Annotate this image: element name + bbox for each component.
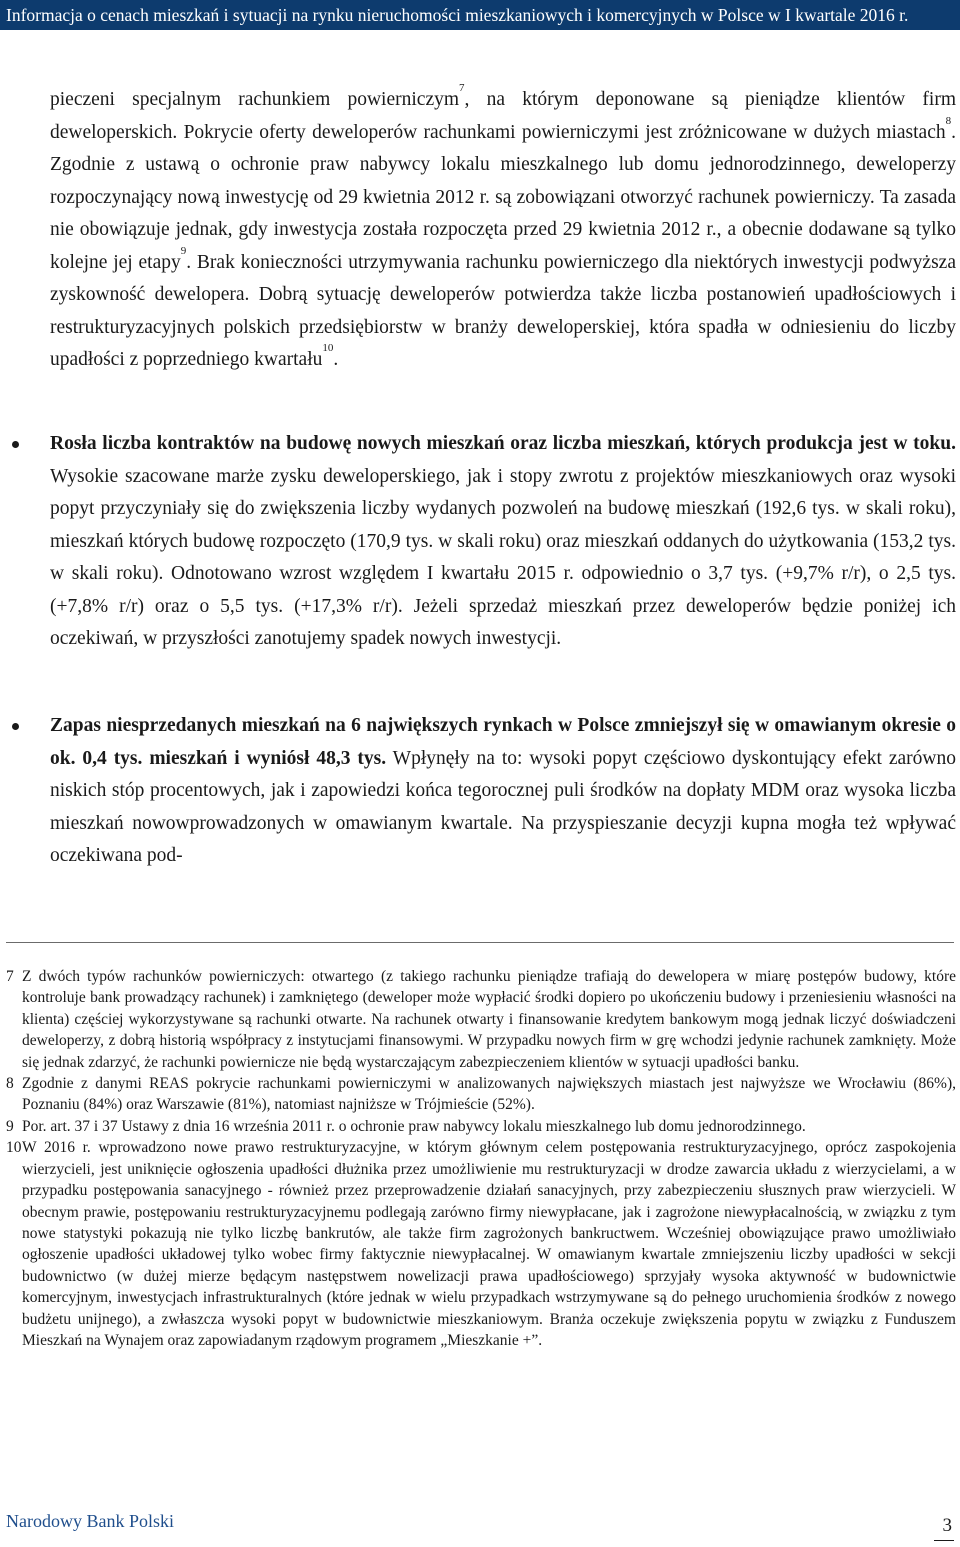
document-title: Informacja o cenach mieszkań i sytuacji na rynku nieruchomości mieszkaniowych i komercyjnych w Polsce w I kwartale 2016 r. xyxy=(6,5,909,25)
footnote-number: 10 xyxy=(6,1139,22,1157)
footnote-7 xyxy=(6,966,956,1073)
bullet-heading: Rosła liczba kontraktów na budowę nowych mieszkań oraz liczba mieszkań, których produkcja jest w toku. xyxy=(50,433,956,454)
footnote-number: 8 xyxy=(6,1075,14,1093)
footnote-number: 7 xyxy=(6,968,14,985)
footnote-ref-10[interactable]: 10 xyxy=(322,342,334,354)
footnote-text: W 2016 r. wprowadzono nowe prawo restrukturyzacyjne, w którym głównym celem postępowania restrukturyzacyjnego, oprócz zaspokojenia wierzycieli, jest uniknięcie ogłoszenia upadłości dłużnika przez umożliwienie mu restrukturyzacji w drodze zawarcia układu z wierzycielami, a w przypadku postępowania sanacyjnego - również przez przeprowadzenie działań sanacyjnych, przy zabezpieczeniu słusznych praw wierzycieli. W obecnym prawie, postępowaniu restrukturyzacyjnemu podlegają zarówno firmy niewypłacane, jak i zagrożone niewypłacalnością, w związku z tym nowe statystyki pokazują nie tylko liczbę bankrutów, ale także firm zagrożonych bankructwem. Wcześniej obowiązujące prawo umożliwiało ogłoszenie upadłości układowej tylko wobec firmy faktycznie niewypłacalnej. W omawianym kwartale zmniejszeniu liczby upadłości w sekcji budownictwo (w dużej mierze będącym następstwem nowelizacji prawa upadłościowego) sprzyjały wysoka aktywność w budownictwie komercyjnym, inwestycjach infrastrukturalnych (które jednak w wielu przypadkach wstrzymywane są do pełnego uruchomienia środków z nowego budżetu unijnego), a zwłaszcza wysoki popyt w budownictwie mieszkaniowym. Branża oczekuje zwiększenia popytu w związku z Funduszem Mieszkań na Wynajem oraz zapowiadanym rządowym programem „Mieszkanie +”. xyxy=(22,1139,956,1349)
page-number-underline xyxy=(934,1540,954,1541)
bullet-dot-icon xyxy=(12,441,19,448)
paragraph-segment: . Brak konieczności utrzymywania rachunku powierniczego dla niektórych inwestycji podwyższa zyskowność dewelopera. Dobrą sytuację deweloperów potwierdza także liczba postanowień upadłościowych i restrukturyzacyjnych polskich przedsiębiorstw w branży deweloperskiej, która spadła w odniesieniu do liczby upadłości z poprzedniego kwartału xyxy=(50,251,956,370)
paragraph-segment: . xyxy=(333,349,339,370)
bullet-body: Wpłynęły na to: wysoki popyt częściowo dyskontujący efekt zarówno niskich stóp procentowych, jak i zapowiedzi końca tegorocznej puli środków na dopłaty MDM oraz wysoka liczba mieszkań nowowprowadzonych w omawianym kwartale. Na przyspieszanie decyzji kupna mogła też wpływać oczekiwana pod- xyxy=(50,747,956,866)
footnotes xyxy=(6,966,956,1351)
bullet-heading: Zapas niesprzedanych mieszkań na 6 największych rynkach w Polsce zmniejszył się w omawianym okresie o ok. 0,4 tys. mieszkań i wyniósł 48,3 tys. xyxy=(50,715,956,769)
body-paragraph xyxy=(50,84,956,377)
footnote-text: Por. art. 37 i 37 Ustawy z dnia 16 września 2011 r. o ochronie praw nabywcy lokalu mieszkalnego lub domu jednorodzinnego. xyxy=(22,1117,806,1135)
paragraph-segment: pieczeni specjalnym rachunkiem powierniczym xyxy=(50,89,460,110)
paragraph-text xyxy=(50,84,956,377)
bullet-text xyxy=(50,428,956,656)
bullet-item-construction xyxy=(50,428,956,656)
footnote-divider xyxy=(6,942,954,943)
footnote-text: Zgodnie z danymi REAS pokrycie rachunkami powierniczymi w analizowanych największych miastach jest najwyższe we Wrocławiu (86%), Poznaniu (84%) oraz Warszawie (81%), natomiast najniższe w Trójmieście (52%). xyxy=(22,1075,956,1114)
paragraph-segment: , na którym deponowane są pieniądze klientów firm deweloperskich. Pokrycie oferty deweloperów rachunkami powierniczymi jest zróżnicowane w dużych miastach xyxy=(50,89,957,143)
page-header-bar xyxy=(0,0,960,30)
bullet-item-inventory xyxy=(50,710,956,873)
footer-publisher: Narodowy Bank Polski xyxy=(6,1511,174,1531)
footnote-ref-9[interactable]: 9 xyxy=(180,244,187,257)
paragraph-segment: . Zgodnie z ustawą o ochronie praw nabywcy lokalu mieszkalnego lub domu jednorodzinnego, deweloperzy rozpoczynający nową inwestycję od 29 kwietnia 2012 r. są zobowiązani otworzyć rachunek powierniczy. Ta zasada nie obowiązuje jednak, gdy inwestycja została rozpoczęta przed 29 kwietnia 2012 r., a obecnie dodawane są tylko kolejne jej etapy xyxy=(50,121,956,273)
footnote-10 xyxy=(6,1137,956,1351)
bullet-text xyxy=(50,710,956,873)
footnote-8 xyxy=(6,1073,956,1116)
footnote-9 xyxy=(6,1116,956,1137)
bullet-dot-icon xyxy=(12,723,19,730)
footnote-number: 9 xyxy=(6,1117,14,1135)
page-number: 3 xyxy=(942,1515,952,1536)
footnote-ref-7[interactable]: 7 xyxy=(459,82,465,94)
bullet-body: Wysokie szacowane marże zysku deweloperskiego, jak i stopy zwrotu z projektów mieszkaniowych oraz wysoki popyt przyczyniały się do zwiększenia liczby wydanych pozwoleń na budowę mieszkań (192,6 tys. w skali roku), mieszkań których budowę rozpoczęto (170,9 tys. w skali roku) oraz mieszkań oddanych do użytkowania (153,2 tys. w skali roku). Odnotowano wzrost względem I kwartału 2015 r. odpowiednio o 3,7 tys. (+9,7% r/r), o 2,5 tys. (+7,8% r/r) oraz o 5,5 tys. (+17,3% r/r). Jeżeli sprzedaż mieszkań przez deweloperów będzie poniżej ich oczekiwań, w przyszłości zanotujemy spadek nowych inwestycji. xyxy=(50,465,956,649)
footnote-text: Z dwóch typów rachunków powierniczych: otwartego (z takiego rachunku pieniądze trafiają do dewelopera w miarę postępów budowy, które kontroluje bank prowadzący rachunek) i zamkniętego (deweloper może wypłacić środki dopiero po ukończeniu budowy i przeniesieniu własności na klienta) częściej wykorzystywane są rachunki otwarte. Na rachunek otwarty i finansowanie kredytem bankowym mogą jednak liczyć doświadczeni deweloperzy, z dobrą historią współpracy z instytucjami finansowymi. W przypadku nowych firm w grę wchodzi jedynie rachunek zamknięty. Może się jednak zdarzyć, że rachunki powiernicze nie będą wystarczającym zabezpieczeniem klientów w sytuacji upadłości banku. xyxy=(22,968,956,1071)
footnote-ref-8[interactable]: 8 xyxy=(945,114,952,127)
